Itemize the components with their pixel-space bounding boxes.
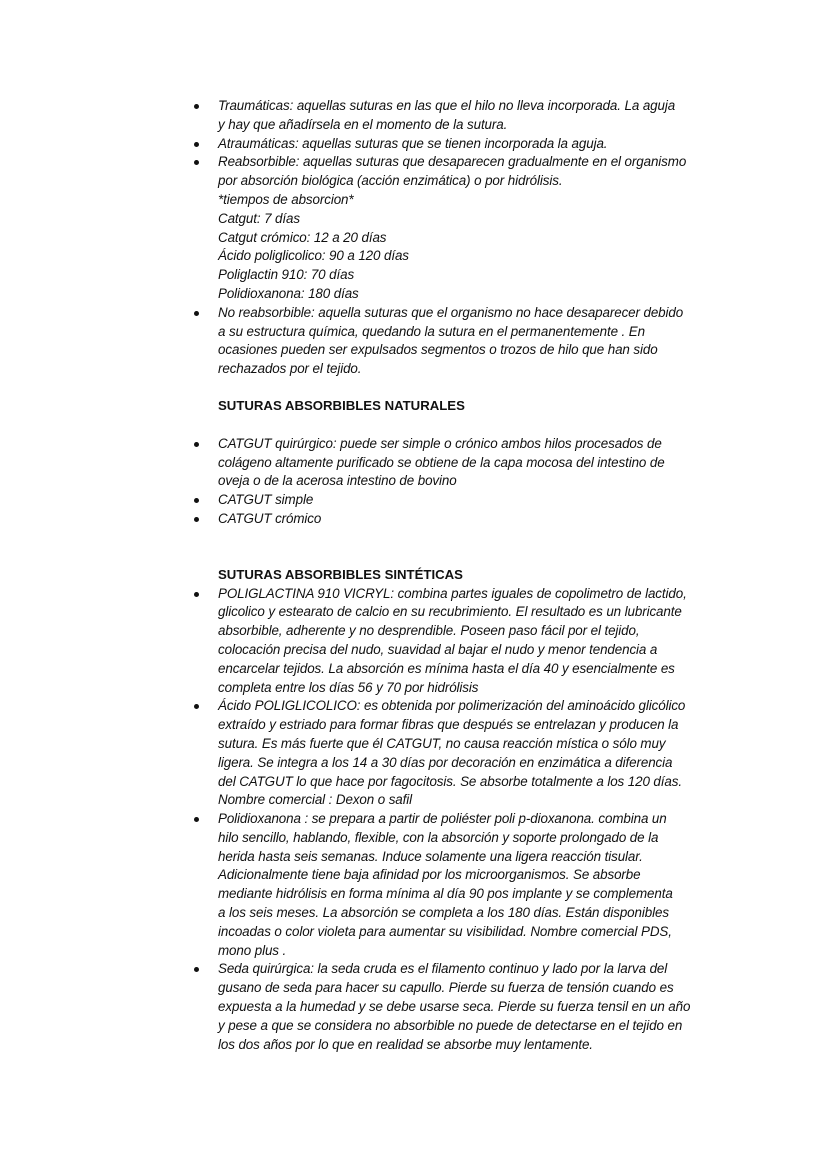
text-line: absorbible, adherente y no desprendible. Poseen paso fácil por el tejido, (218, 623, 640, 639)
text-line: del CATGUT lo que hace por fagocitosis. Se absorbe totalmente a los 120 días. (218, 773, 682, 789)
text-line: los dos años por lo que en realidad se absorbe muy lentamente. (218, 1036, 593, 1052)
text-line: gusano de seda para hacer su capullo. Pierde su fuerza de tensión cuando es (218, 980, 674, 996)
bullet-icon (194, 498, 199, 503)
section-heading-sinteticas: SUTURAS ABSORBIBLES SINTÉTICAS (218, 566, 463, 582)
text-line: Polidioxanona: 180 días (218, 285, 359, 301)
text-line: Seda quirúrgica: la seda cruda es el filamento continuo y lado por la larva del (218, 961, 668, 977)
list-item (190, 810, 735, 960)
sinteticas-list (190, 585, 735, 1055)
text-line: colocación precisa del nudo, suavidad al bajar el nudo y menor tendencia a (218, 641, 658, 657)
text-line: extraído y estriado para formar fibras que después se entrelazan y producen la (218, 717, 679, 733)
text-line: herida hasta seis semanas. Induce solamente una ligera reacción tisular. (218, 848, 643, 864)
spacer (190, 379, 735, 397)
naturales-list (190, 435, 735, 529)
text-line: Polidioxanona : se prepara a partir de poliéster poli p-dioxanona. combina un (218, 811, 667, 827)
text-line: CATGUT quirúrgico: puede ser simple o crónico ambos hilos procesados de (218, 435, 662, 451)
text-line: glicolico y estearato de calcio en su recubrimiento. El resultado es un lubricante (218, 604, 682, 620)
bullet-icon (194, 442, 199, 447)
list-item (190, 510, 735, 529)
text-line: colágeno altamente purificado se obtiene de la capa mocosa del intestino de (218, 454, 665, 470)
list-item (190, 135, 735, 154)
spacer (190, 416, 735, 435)
text-line: ligera. Se integra a los 14 a 30 días por decoración en enzimática a diferencia (218, 754, 673, 770)
bullet-icon (194, 704, 199, 709)
list-item (190, 697, 735, 810)
text-line: Catgut: 7 días (218, 210, 300, 226)
text-line: Adicionalmente tiene baja afinidad por los microorganismos. Se absorbe (218, 867, 641, 883)
section-heading-naturales: SUTURAS ABSORBIBLES NATURALES (218, 397, 465, 413)
bullet-icon (194, 104, 199, 109)
list-item (190, 491, 735, 510)
text-line: y hay que añadírsela en el momento de la sutura. (218, 116, 508, 132)
bullet-icon (194, 817, 199, 822)
list-item (190, 435, 735, 491)
document-content (190, 97, 735, 1054)
text-line: Reabsorbible: aquellas suturas que desaparecen gradualmente en el organismo (218, 154, 687, 170)
suture-types-list (190, 97, 735, 379)
list-item (190, 153, 735, 303)
text-line: ocasiones pueden ser expulsados segmentos o trozos de hilo que han sido (218, 342, 658, 358)
bullet-icon (194, 160, 199, 165)
text-line: Nombre comercial : Dexon o safil (218, 792, 413, 808)
text-line: Atraumáticas: aquellas suturas que se tienen incorporada la aguja. (218, 135, 608, 151)
text-line: Traumáticas: aquellas suturas en las que el hilo no lleva incorporada. La aguja (218, 98, 676, 113)
text-line: mediante hidrólisis en forma mínima al día 90 pos implante y se complementa (218, 886, 673, 902)
text-line: CATGUT crómico (218, 510, 322, 526)
text-line: *tiempos de absorcion* (218, 191, 354, 207)
text-line: Ácido poliglicolico: 90 a 120 días (218, 248, 409, 264)
spacer (190, 529, 735, 566)
bullet-icon (194, 517, 199, 522)
text-line: Ácido POLIGLICOLICO: es obtenida por polimerización del aminoácido glicólico (218, 698, 686, 714)
bullet-icon (194, 967, 199, 972)
text-line: por absorción biológica (acción enzimática) o por hidrólisis. (218, 173, 563, 189)
text-line: hilo sencillo, hablando, flexible, con la absorción y soporte prolongado de la (218, 829, 659, 845)
text-line: y pese a que se considera no absorbible no puede de detectarse en el tejido en (218, 1017, 683, 1033)
text-line: incoadas o color violeta para aumentar su visibilidad. Nombre comercial PDS, (218, 923, 672, 939)
text-line: mono plus . (218, 942, 287, 958)
bullet-icon (194, 311, 199, 316)
bullet-icon (194, 142, 199, 147)
bullet-icon (194, 592, 199, 597)
list-item (190, 97, 735, 135)
text-line: CATGUT simple (218, 492, 314, 508)
text-line: completa entre los días 56 y 70 por hidrólisis (218, 679, 479, 695)
text-line: a su estructura química, quedando la sutura en el permanentemente . En (218, 323, 645, 339)
list-item (190, 585, 735, 698)
text-line: No reabsorbible: aquella suturas que el organismo no hace desaparecer debido (218, 304, 684, 320)
text-line: sutura. Es más fuerte que él CATGUT, no causa reacción mística o sólo muy (218, 735, 666, 751)
list-item (190, 960, 735, 1054)
text-line: Poliglactin 910: 70 días (218, 267, 355, 283)
text-line: a los seis meses. La absorción se completa a los 180 días. Están disponibles (218, 905, 669, 921)
text-line: rechazados por el tejido. (218, 361, 362, 377)
text-line: encarcelar tejidos. La absorción es mínima hasta el día 40 y esencialmente es (218, 660, 675, 676)
text-line: expuesta a la humedad y se debe usarse seca. Pierde su fuerza tensil en un año (218, 999, 691, 1015)
list-item (190, 304, 735, 379)
text-line: POLIGLACTINA 910 VICRYL: combina partes iguales de copolimetro de lactido, (218, 585, 687, 601)
text-line: oveja o de la acerosa intestino de bovino (218, 473, 457, 489)
text-line: Catgut crómico: 12 a 20 días (218, 229, 387, 245)
